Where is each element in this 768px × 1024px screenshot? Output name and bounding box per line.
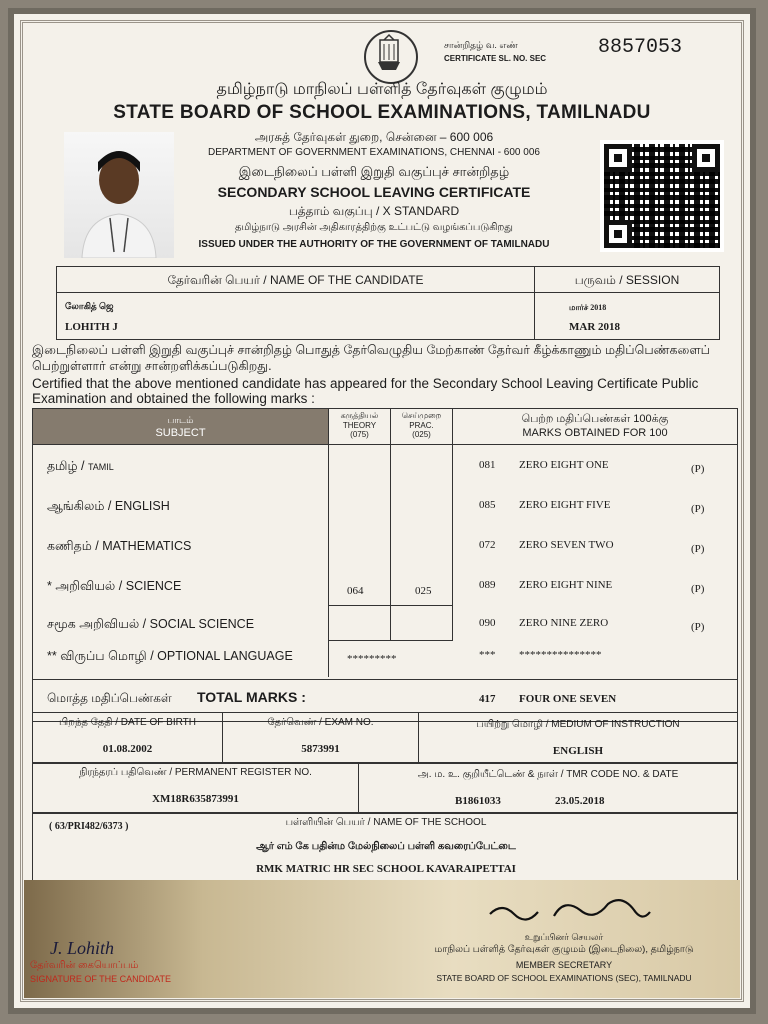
marks-header: பெற்ற மதிப்பெண்கள் 100க்கு MARKS OBTAINED FOR 100 [453, 409, 737, 445]
subject-separator: / [115, 579, 126, 593]
dept-tamil: அரசுத் தேர்வுகள் துறை, சென்னை – 600 006 [254, 130, 494, 144]
total-number: 417 [479, 693, 496, 705]
subject-cell [47, 579, 181, 595]
cert-sl-label: CERTIFICATE SL. NO. SEC [444, 54, 547, 63]
theory-header: கருத்தியல் THEORY (075) [329, 409, 391, 445]
mark-words: ZERO EIGHT FIVE [519, 499, 611, 511]
session-header-cell [535, 267, 719, 293]
result: (P) [691, 503, 705, 515]
name-value-cell [57, 293, 535, 339]
certificate-sheet [8, 8, 756, 1014]
cert-sl-number: 8857053 [598, 36, 683, 59]
tmr-date: 23.05.2018 [555, 795, 605, 807]
secretary-board: STATE BOARD OF SCHOOL EXAMINATIONS (SEC), TAMILNADU [436, 973, 692, 983]
candidate-photo [64, 132, 174, 258]
mark-words: ZERO SEVEN TWO [519, 539, 614, 551]
certify-text-tamil: இடைநிலைப் பள்ளி இறுதி வகுப்புச் சான்றிதழ் பொதுத் தேர்வெழுதிய மேற்காண் தேர்வர் கீழ்க்காணும் மதிப்பெண்களைப் பெற்றுள்ளார் என்று சான்றளிக்கப்படுகிறது. [32, 343, 710, 373]
mark-number: 081 [479, 459, 496, 471]
subject-tamil-label: ** விருப்ப மொழி [47, 649, 147, 663]
subject-separator: / [91, 539, 103, 553]
subject-cell [47, 649, 293, 665]
name-header-cell [57, 267, 535, 293]
issued: ISSUED UNDER THE AUTHORITY OF THE GOVERNMENT OF TAMILNADU [198, 239, 550, 250]
subject-separator: / [104, 499, 115, 513]
candidate-sign-label-tamil: தேர்வரின் கையொப்பம் [30, 960, 139, 971]
details-row-2 [32, 762, 738, 814]
secretary-title: MEMBER SECRETARY [515, 960, 613, 970]
subject-tamil-label: கணிதம் [47, 539, 92, 553]
secretary-board-tamil: மாநிலப் பள்ளித் தேர்வுகள் குழுமம் (இடைநிலை), தமிழ்நாடு [434, 944, 694, 955]
subject-header: பாடம் SUBJECT [33, 409, 329, 445]
mark-number: *** [479, 649, 496, 661]
theory-mark: ********* [347, 653, 397, 665]
cert-title: SECONDARY SCHOOL LEAVING CERTIFICATE [217, 184, 531, 200]
certify-text: Certified that the above mentioned candidate has appeared for the Secondary School Leaving Certificate Public Examination and obtained the following marks : [32, 376, 699, 406]
subject-english: SCIENCE [125, 579, 182, 593]
details-row-1 [32, 712, 738, 764]
result: (P) [691, 621, 705, 633]
qr-code [600, 140, 724, 252]
dept: DEPARTMENT OF GOVERNMENT EXAMINATIONS, CHENNAI - 600 006 [208, 147, 540, 158]
subject-cell [47, 459, 114, 475]
dob-label: பிறந்த தேதி / DATE OF BIRTH [59, 717, 196, 728]
session-value: MAR 2018 [569, 321, 621, 333]
exam-no-value: 5873991 [301, 743, 340, 755]
reg-label: நிரந்தரப் பதிவெண் / PERMANENT REGISTER NO. [79, 767, 312, 778]
mark-number: 089 [479, 579, 496, 591]
session-label: பருவம் / SESSION [574, 273, 680, 287]
prac-header: செய்முறை PRAC. (025) [391, 409, 453, 445]
medium-label: பயிற்று மொழி / MEDIUM OF INSTRUCTION [476, 719, 680, 730]
total-label: TOTAL MARKS : [197, 689, 306, 705]
cert-sl-label-tamil: சான்றிதழ் வ. எண் [444, 40, 518, 50]
mark-number: 072 [479, 539, 496, 551]
cert-title-tamil: இடைநிலைப் பள்ளி இறுதி வகுப்புச் சான்றிதழ் [238, 164, 510, 179]
mark-words: ZERO EIGHT ONE [519, 459, 609, 471]
footer-band [24, 880, 740, 998]
exam-no-label: தேர்வெண் / EXAM NO. [267, 717, 374, 728]
school-name-tamil: ஆர் எம் கே பதின்ம மேல்நிலைப் பள்ளி கவரைப்பேட்டை [256, 841, 516, 852]
subject-english: SOCIAL SCIENCE [149, 617, 255, 631]
session-tamil: மார்ச் 2018 [569, 303, 607, 312]
tmr-code: B1861033 [455, 795, 501, 807]
result: (P) [691, 583, 705, 595]
subject-tamil-label: சமூக அறிவியல் [47, 617, 140, 631]
tmr-label: அ. ம. உ. குறியீட்டெண் & நாள் / TMR CODE NO. & DATE [417, 769, 679, 780]
candidate-box [56, 266, 720, 340]
mark-words: ZERO NINE ZERO [519, 617, 609, 629]
reg-value: XM18R635873991 [152, 793, 239, 805]
marks-table [32, 408, 738, 680]
result: (P) [691, 543, 705, 555]
school-box [32, 812, 738, 884]
school-name: RMK MATRIC HR SEC SCHOOL KAVARAIPETTAI [256, 863, 516, 875]
prac-mark: 025 [415, 585, 432, 597]
board-title-tamil: தமிழ்நாடு மாநிலப் பள்ளித் தேர்வுகள் குழுமம் [216, 81, 548, 98]
tamilnadu-emblem-icon [364, 30, 418, 84]
standard: பத்தாம் வகுப்பு / X STANDARD [288, 204, 460, 218]
issued-tamil: தமிழ்நாடு அரசின் அதிகாரத்திற்கு உட்பட்டு வழங்கப்படுகிறது [235, 222, 513, 233]
subject-english: OPTIONAL LANGUAGE [157, 649, 293, 663]
subject-cell [47, 617, 254, 633]
name-label: தேர்வரின் பெயர் / NAME OF THE CANDIDATE [167, 273, 424, 287]
candidate-sign-label: SIGNATURE OF THE CANDIDATE [30, 974, 172, 984]
dob-value: 01.08.2002 [102, 743, 153, 755]
subject-separator: / [146, 649, 158, 663]
subject-english: ENGLISH [114, 499, 170, 513]
subject-cell [47, 499, 170, 515]
school-code: ( 63/PRI482/6373 ) [49, 821, 129, 832]
candidate-signature: J. Lohith [50, 938, 115, 958]
subject-separator: / [139, 617, 150, 631]
subject-english: TAMIL [87, 462, 114, 472]
subject-tamil-label: ஆங்கிலம் [47, 499, 105, 513]
subject-cell [47, 539, 191, 555]
medium-value: ENGLISH [552, 745, 604, 757]
subject-separator: / [77, 459, 88, 473]
secretary-signature [484, 892, 654, 928]
total-label-tamil: மொத்த மதிப்பெண்கள் [47, 691, 172, 705]
secretary-title-tamil: உறுப்பினர் செயலர் [524, 932, 604, 942]
board-title: STATE BOARD OF SCHOOL EXAMINATIONS, TAMILNADU [113, 102, 651, 123]
theory-mark: 064 [347, 585, 364, 597]
subject-english: MATHEMATICS [102, 539, 192, 553]
mark-number: 090 [479, 617, 496, 629]
total-words: FOUR ONE SEVEN [519, 693, 617, 705]
result: (P) [691, 463, 705, 475]
school-label: பள்ளியின் பெயர் / NAME OF THE SCHOOL [285, 817, 487, 828]
mark-words: *************** [519, 649, 602, 661]
candidate-name: LOHITH J [65, 321, 118, 333]
mark-words: ZERO EIGHT NINE [519, 579, 613, 591]
candidate-name-tamil: லோகித் ஜெ [65, 301, 114, 311]
mark-number: 085 [479, 499, 496, 511]
subject-tamil-label: * அறிவியல் [47, 579, 116, 593]
subject-tamil-label: தமிழ் [47, 459, 78, 473]
